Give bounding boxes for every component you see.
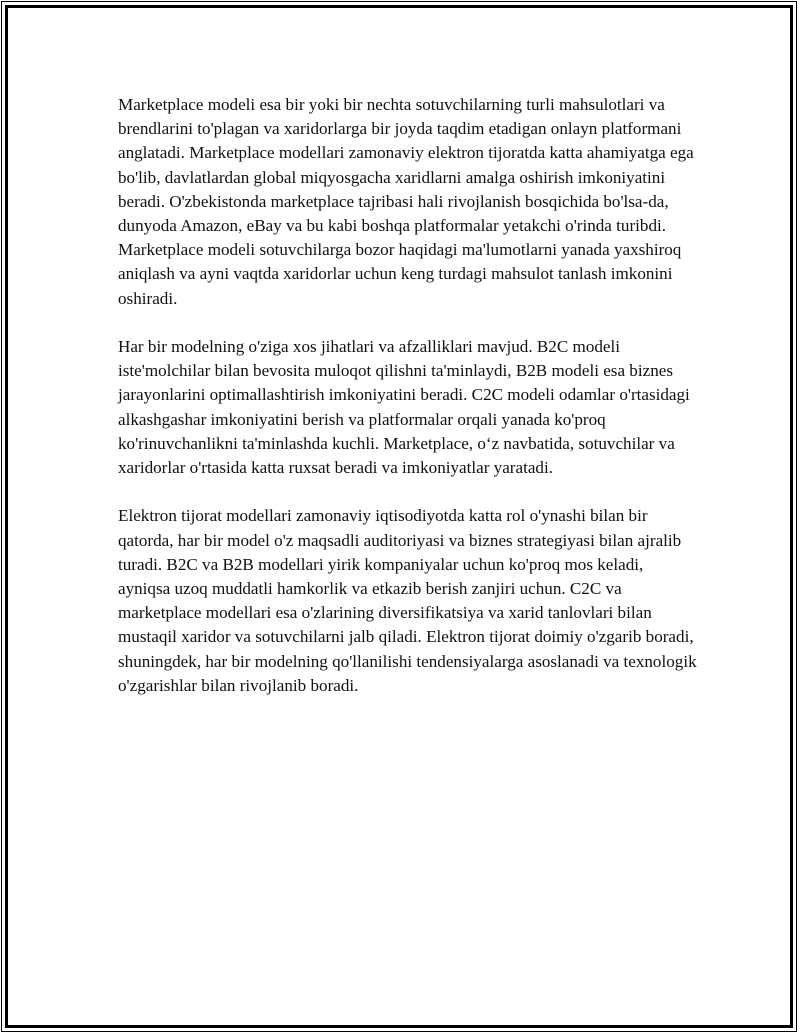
document-body	[118, 93, 698, 722]
paragraph-model-advantages: Har bir modelning o'ziga xos jihatlari va afzalliklari mavjud. B2C modeli iste'molchilar bilan bevosita muloqot qilishni ta'minlaydi, B2B modeli esa biznes jarayonlarini optimallashtirish imkoniyatini beradi. C2C modeli odamlar o'rtasidagi alkashgashar imkoniyatini berish va platformalar orqali yanada ko'proq ko'rinuvchanlikni ta'minlashda kuchli. Marketplace, o‘z navbatida, sotuvchilar va xaridorlar o'rtasida katta ruxsat beradi va imkoniyatlar yaratadi.	[118, 337, 690, 478]
paragraph-marketplace: Marketplace modeli esa bir yoki bir nechta sotuvchilarning turli mahsulotlari va brendlarini to'plagan va xaridorlarga bir joyda taqdim etadigan onlayn platformani anglatadi. Marketplace modellari zamonaviy elektron tijoratda katta ahamiyatga ega bo'lib, davlatlardan global miqyosgacha xaridlarni amalga oshirish imkoniyatini beradi. O'zbekistonda marketplace tajribasi hali rivojlanish bosqichida bo'lsa-da, dunyoda Amazon, eBay va bu kabi boshqa platformalar yetakchi o'rinda turibdi. Marketplace modeli sotuvchilarga bozor haqidagi ma'lumotlarni yanada yaxshiroq aniqlash va ayni vaqtda xaridorlar uchun keng turdagi mahsulot tanlash imkonini oshiradi.	[118, 95, 694, 308]
paragraph-ecommerce-conclusion: Elektron tijorat modellari zamonaviy iqtisodiyotda katta rol o'ynashi bilan bir qatorda, har bir model o'z maqsadli auditoriyasi va biznes strategiyasi bilan ajralib turadi. B2C va B2B modellari yirik kompaniyalar uchun ko'proq mos keladi, ayniqsa uzoq muddatli hamkorlik va etkazib berish zanjiri uchun. C2C va marketplace modellari esa o'zlarining diversifikatsiya va xarid tanlovlari bilan mustaqil xaridor va sotuvchilarni jalb qiladi. Elektron tijorat doimiy o'zgarib boradi, shuningdek, har bir modelning qo'llanilishi tendensiyalarga asoslanadi va texnologik o'zgarishlar bilan rivojlanib boradi.	[118, 506, 697, 695]
